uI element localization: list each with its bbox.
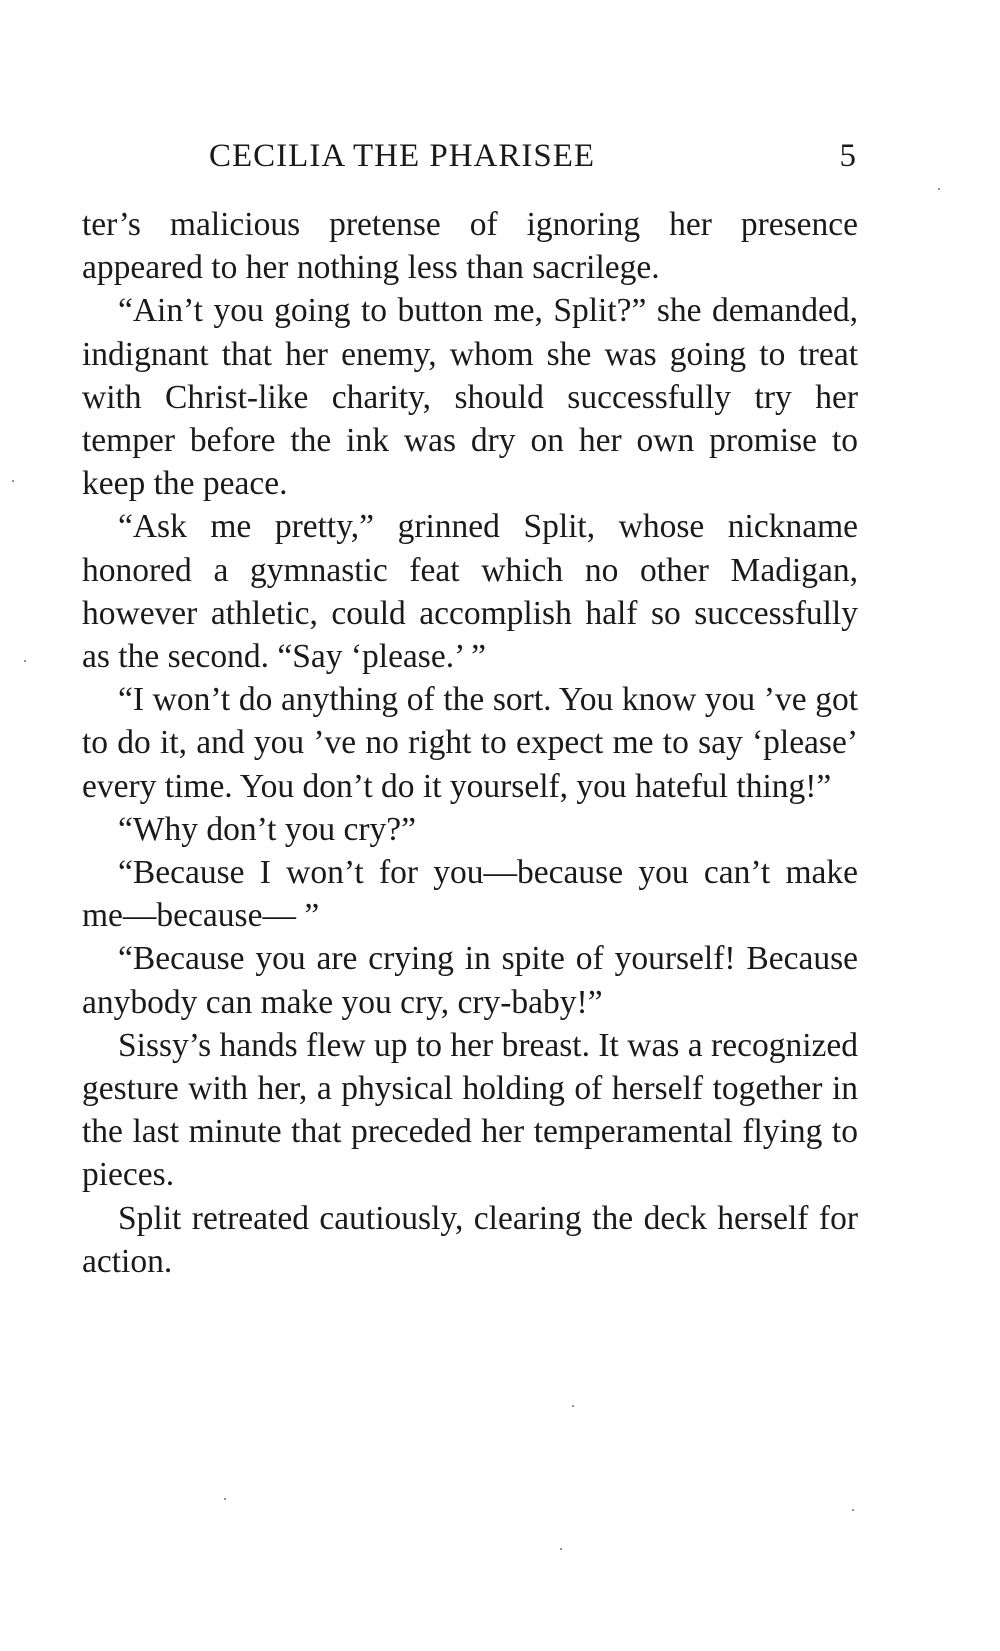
page-number: 5 <box>839 138 857 174</box>
paragraph-why-cry: “Why don’t you cry?” <box>118 810 416 848</box>
paragraph-cry-baby: “Because you are crying in spite of yourself! Because anybody can make you cry, cry-baby!” <box>82 940 858 1021</box>
paragraph-continuation: ter’s malicious pretense of ignoring her presence appeared to her nothing less than sacrilege. <box>82 206 858 287</box>
paper-speck <box>852 1509 854 1511</box>
paper-speck <box>572 1405 574 1407</box>
paragraph-sissy-gesture: Sissy’s hands flew up to her breast. It was a recognized gesture with her, a physical holding of herself together in the last minute that preceded her temperamental flying to pieces. <box>82 1026 858 1194</box>
paragraph-refusal: “I won’t do anything of the sort. You know you ’ve got to do it, and you ’ve no right to expect me to say ‘please’ every time. You don’t do it yourself, you hateful thing!” <box>82 681 858 805</box>
paragraph-split-retreats: Split retreated cautiously, clearing the deck herself for action. <box>82 1199 858 1280</box>
paper-speck <box>560 1548 562 1550</box>
paragraph-because: “Because I won’t for you—because you can’t make me—because— ” <box>82 854 858 935</box>
paragraph-button-request: “Ain’t you going to button me, Split?” she demanded, indignant that her enemy, whom she was going to treat with Christ-like charity, should successfully try her temper before the ink was dry on her own promise to keep the peace. <box>82 292 858 503</box>
running-head <box>82 138 857 188</box>
body-text <box>82 203 858 1283</box>
paper-speck <box>938 188 940 190</box>
running-title: CECILIA THE PHARISEE <box>209 138 596 174</box>
paper-speck <box>12 480 14 482</box>
paper-speck <box>224 1498 226 1500</box>
paper-speck <box>24 660 26 662</box>
paragraph-ask-me-pretty: “Ask me pretty,” grinned Split, whose nickname honored a gymnastic feat which no other Madigan, however athletic, could accomplish half so successfully as the second. “Say ‘please.’ ” <box>82 508 858 676</box>
